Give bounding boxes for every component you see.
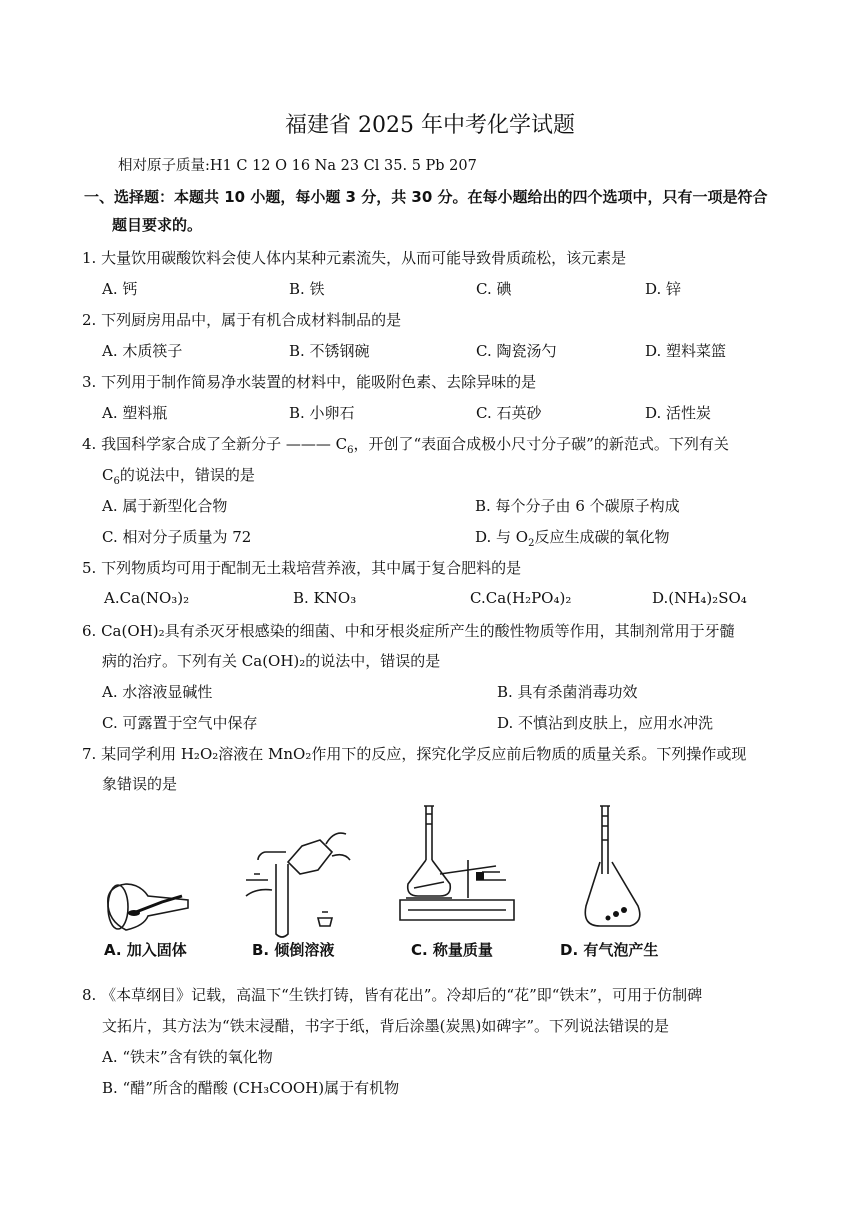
figure-b-pour-solution [246,833,350,937]
q5-option-c: C.Ca(H₂PO₄)₂ [470,589,572,607]
q5-option-a: A.Ca(NO₃)₂ [104,589,190,607]
section-heading-cont: 题目要求的。 [112,216,203,234]
q4-option-d: D. 与 $O_2$反应生成碳的氧化物 [475,528,670,549]
question-8-stem: 8. 《本草纲目》记载，高温下“生铁打铸，皆有花出”。冷却后的“花”即“铁末”，可用于仿制碑 [82,986,703,1004]
question-3-stem: 3. 下列用于制作简易净水装置的材料中，能吸附色素、去除异味的是 [82,373,537,391]
q6-option-d: D. 不慎沾到皮肤上，应用水冲洗 [497,714,714,732]
q2-option-c: C. 陶瓷汤勺 [476,342,557,360]
question-7-stem-cont: 象错误的是 [102,775,178,793]
figure-a-label: A. 加入固体 [104,941,187,959]
q2-option-b: B. 不锈钢碗 [289,342,370,360]
q3-option-a: A. 塑料瓶 [102,404,168,422]
q4-option-c: C. 相对分子质量为 72 [102,528,252,546]
question-2-stem: 2. 下列厨房用品中，属于有机合成材料制品的是 [82,311,402,329]
figure-d-label: D. 有气泡产生 [560,941,659,959]
q1-option-d: D. 锌 [645,280,682,298]
q3-option-b: B. 小卵石 [289,404,355,422]
q2-option-d: D. 塑料菜篮 [645,342,727,360]
page-title: 福建省 2025 年中考化学试题 [285,113,575,138]
q4-option-b: B. 每个分子由 6 个碳原子构成 [475,497,680,515]
question-6-stem: 6. Ca(OH)₂具有杀灭牙根感染的细菌、中和牙根炎症所产生的酸性物质等作用，其制剂常用于牙髓 [82,622,735,640]
question-8-stem-cont: 文拓片，其方法为“铁末浸醋，书字于纸，背后涂墨(炭黑)如碑字”。下列说法错误的是 [102,1017,670,1035]
q1-option-a: A. 钙 [102,280,138,298]
q6-option-c: C. 可露置于空气中保存 [102,714,258,732]
q5-option-b: B. KNO₃ [293,589,357,607]
q6-option-a: A. 水溶液显碱性 [102,683,213,701]
figure-b-label: B. 倾倒溶液 [252,941,335,959]
q2-option-a: A. 木质筷子 [102,342,183,360]
q1-option-b: B. 铁 [289,280,325,298]
section-heading: 一、选择题：本题共 10 小题，每小题 3 分，共 30 分。在每小题给出的四个选项中，只有一项是符合 [84,188,768,206]
question-7-stem: 7. 某同学利用 H₂O₂溶液在 MnO₂作用下的反应，探究化学反应前后物质的质量关系。下列操作或现 [82,745,747,763]
experiment-figures [96,800,686,940]
atomic-mass-line: 相对原子质量:H1 C 12 O 16 Na 23 Cl 35. 5 Pb 207 [118,158,477,174]
q4-option-a: A. 属于新型化合物 [102,497,228,515]
q8-option-a: A. “铁末”含有铁的氧化物 [102,1048,273,1066]
q3-option-c: C. 石英砂 [476,404,542,422]
q6-option-b: B. 具有杀菌消毒功效 [497,683,638,701]
question-6-stem-cont: 病的治疗。下列有关 Ca(OH)₂的说法中，错误的是 [102,652,441,670]
q3-option-d: D. 活性炭 [645,404,712,422]
question-5-stem: 5. 下列物质均可用于配制无土栽培营养液，其中属于复合肥料的是 [82,559,522,577]
figure-c-weigh-mass [400,806,514,920]
question-4-stem-cont: $C_6$的说法中，错误的是 [102,466,255,487]
figure-c-label: C. 称量质量 [411,941,493,959]
question-4-stem: 4. 我国科学家合成了全新分子 ——— $C_6$，开创了“表面合成极小尺寸分子碳”的新范式。下列有关 [82,435,729,456]
q8-option-b: B. “醋”所含的醋酸 (CH₃COOH)属于有机物 [102,1079,400,1097]
q5-option-d: D.(NH₄)₂SO₄ [652,589,747,607]
figure-d-bubbles [585,806,640,926]
question-1-stem: 1. 大量饮用碳酸饮料会使人体内某种元素流失，从而可能导致骨质疏松，该元素是 [82,249,627,267]
figure-a-add-solid [108,884,188,930]
q1-option-c: C. 碘 [476,280,512,298]
